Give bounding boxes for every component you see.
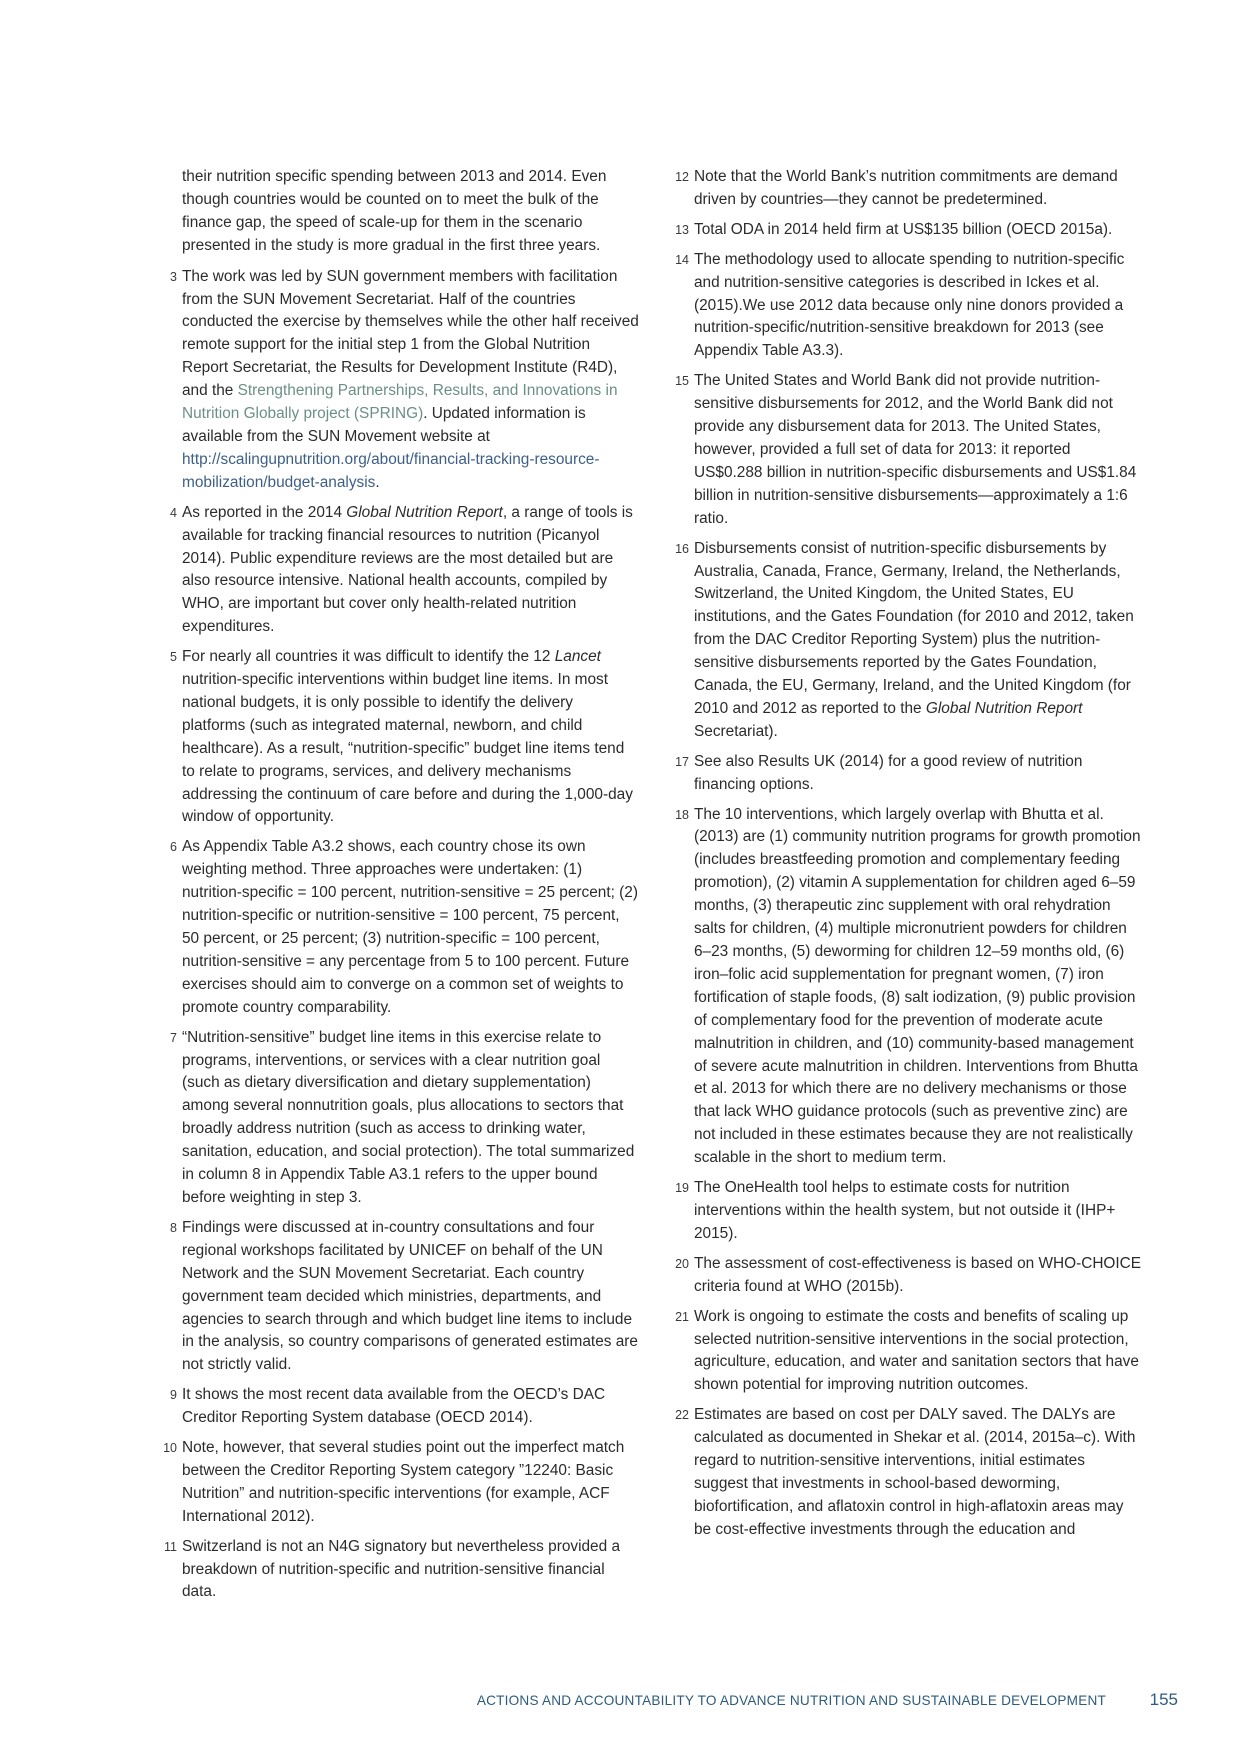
- spring-link[interactable]: Strengthening Partnerships, Results, and Innovations in Nutrition Globally project (SPRING): [182, 382, 618, 423]
- note-number: 9: [170, 1388, 177, 1403]
- note-number: 15: [675, 374, 689, 389]
- note-5: 5 For nearly all countries it was difficult to identify the 12 Lancet nutrition-specific interventions within budget line items. In most national budgets, it is only possible to identify the delivery platforms (such as integrated maternal, newborn, and child healthcare). As a result, “nutrition-specific” budget line items tend to relate to programs, services, and delivery mechanisms addressing the continuum of care before and during the 1,000-day window of opportunity.: [158, 646, 640, 829]
- note-number: 3: [170, 269, 177, 284]
- note-20: 20 The assessment of cost-effectiveness is based on WHO-CHOICE criteria found at WHO (2015b).: [670, 1253, 1142, 1299]
- note-8: 8 Findings were discussed at in-country consultations and four regional workshops facilitated by UNICEF on behalf of the UN Network and the SUN Movement Secretariat. Each country government team decided which ministries, departments, and agencies to search through and which budget line items to include in the analysis, so country comparisons of generated estimates are not strictly valid.: [158, 1217, 640, 1377]
- note-4: 4 As reported in the 2014 Global Nutrition Report, a range of tools is available for tracking financial resources to nutrition (Picanyol 2014). Public expenditure reviews are the most detailed but are also resource intensive. National health accounts, compiled by WHO, are important but cover only health-related nutrition expenditures.: [158, 502, 640, 639]
- running-footer-title: ACTIONS AND ACCOUNTABILITY TO ADVANCE NUTRITION AND SUSTAINABLE DEVELOPMENT: [476, 1693, 1106, 1708]
- note-number: 19: [675, 1181, 689, 1196]
- note-3: 3 The work was led by SUN government members with facilitation from the SUN Movement Secretariat. Half of the countries conducted the exercise by themselves while the other half received remote support for the initial step 1 from the Global Nutrition Report Secretariat, the Results for Development Institute (R4D), and the Strengthening Partnerships, Results, and Innovations in Nutrition Globally project (SPRING). Updated information is available from the SUN Movement website at http://scalingupnutrition.org/about/financial-tracking-resource-mobilization/budget-analysis.: [158, 266, 640, 495]
- note-number: 16: [675, 541, 689, 556]
- note-16: 16 Disbursements consist of nutrition-specific disbursements by Australia, Canada, France, Germany, Ireland, the Netherlands, Switzerland, the United Kingdom, the United States, EU institutions, and the Gates Foundation (for 2010 and 2012, taken from the DAC Creditor Reporting System) plus the nutrition-sensitive disbursements reported by the Gates Foundation, Canada, the EU, Germany, Ireland, and the United Kingdom (for 2010 and 2012 as reported to the Global Nutrition Report Secretariat).: [670, 538, 1142, 744]
- note-17: 17 See also Results UK (2014) for a good review of nutrition financing options.: [670, 751, 1142, 797]
- note-number: 14: [675, 252, 689, 267]
- note-number: 4: [170, 505, 177, 520]
- left-column: [158, 166, 640, 1611]
- note-12: 12 Note that the World Bank’s nutrition commitments are demand driven by countries—they cannot be predetermined.: [670, 166, 1142, 212]
- note-11: 11 Switzerland is not an N4G signatory but nevertheless provided a breakdown of nutrition-specific and nutrition-sensitive financial data.: [158, 1536, 640, 1605]
- note-14: 14 The methodology used to allocate spending to nutrition-specific and nutrition-sensitive categories is described in Ickes et al. (2015).We use 2012 data because only nine donors provided a nutrition-specific/nutrition-sensitive breakdown for 2013 (see Appendix Table A3.3).: [670, 249, 1142, 364]
- note-19: 19 The OneHealth tool helps to estimate costs for nutrition interventions within the health system, but not outside it (IHP+ 2015).: [670, 1177, 1142, 1246]
- note-2-continued: their nutrition specific spending between 2013 and 2014. Even though countries would be counted on to meet the bulk of the finance gap, the speed of scale-up for them in the scenario presented in the study is more gradual in the first three years.: [182, 168, 607, 254]
- note-18: 18 The 10 interventions, which largely overlap with Bhutta et al. (2013) are (1) community nutrition programs for growth promotion (includes breastfeeding promotion and complementary feeding promotion), (2) vitamin A supplementation for children aged 6–59 months, (3) therapeutic zinc supplement with oral rehydration salts for children, (4) multiple micronutrient powders for children 6–23 months, (5) deworming for children 12–59 months old, (6) iron–folic acid supplementation for pregnant women, (7) iron fortification of staple foods, (8) salt iodization, (9) public provision of complementary food for the prevention of moderate acute malnutrition in children, and (10) community-based management of severe acute malnutrition in children. Interventions from Bhutta et al. 2013 for which there are no delivery mechanisms or those that lack WHO guidance protocols (such as preventive zinc) are not included in these estimates because they are not realistically scalable in the short to medium term.: [670, 804, 1142, 1171]
- note-number: 17: [675, 754, 689, 769]
- note-number: 18: [675, 807, 689, 822]
- sun-website-link[interactable]: http://scalingupnutrition.org/about/financial-tracking-resource-mobilization/budget-analysis: [182, 450, 600, 491]
- note-number: 8: [170, 1220, 177, 1235]
- note-number: 20: [675, 1256, 689, 1271]
- right-column: [670, 166, 1142, 1549]
- note-number: 21: [675, 1309, 689, 1324]
- note-number: 10: [163, 1441, 177, 1456]
- note-6: 6 As Appendix Table A3.2 shows, each country chose its own weighting method. Three approaches were undertaken: (1) nutrition-specific = 100 percent, nutrition-sensitive = 25 percent; (2) nutrition-specific or nutrition-sensitive = 100 percent, 75 percent, 50 percent, or 25 percent; (3) nutrition-specific = 100 percent, nutrition-sensitive = any percentage from 5 to 100 percent. Future exercises should aim to converge on a common set of weights to promote country comparability.: [158, 836, 640, 1019]
- note-7: 7 “Nutrition-sensitive” budget line items in this exercise relate to programs, interventions, or services with a clear nutrition goal (such as dietary diversification and dietary supplementation) among several nonnutrition goals, plus allocations to sectors that broadly address nutrition (such as access to drinking water, sanitation, education, and social protection). The total summarized in column 8 in Appendix Table A3.1 refers to the upper bound before weighting in step 3.: [158, 1027, 640, 1210]
- note-9: 9 It shows the most recent data available from the OECD’s DAC Creditor Reporting System database (OECD 2014).: [158, 1384, 640, 1430]
- note-number: 6: [170, 840, 177, 855]
- note-21: 21 Work is ongoing to estimate the costs and benefits of scaling up selected nutrition-sensitive interventions in the social protection, agriculture, education, and water and sanitation sectors that have shown potential for improving nutrition outcomes.: [670, 1306, 1142, 1398]
- note-number: 13: [675, 222, 689, 237]
- note-number: 5: [170, 650, 177, 665]
- note-22: 22 Estimates are based on cost per DALY saved. The DALYs are calculated as documented in Shekar et al. (2014, 2015a–c). With regard to nutrition-sensitive interventions, initial estimates suggest that investments in school-based deworming, biofortification, and aflatoxin control in high-aflatoxin areas may be cost-effective investments through the education and: [670, 1404, 1142, 1541]
- page-footer: [0, 1690, 1240, 1720]
- note-number: 7: [170, 1030, 177, 1045]
- note-number: 12: [675, 170, 689, 184]
- note-number: 11: [164, 1539, 177, 1554]
- note-10: 10 Note, however, that several studies point out the imperfect match between the Creditor Reporting System category ”12240: Basic Nutrition” and nutrition-specific interventions (for example, ACF International 2012).: [158, 1437, 640, 1529]
- note-13: 13 Total ODA in 2014 held firm at US$135 billion (OECD 2015a).: [670, 219, 1142, 242]
- note-15: 15 The United States and World Bank did not provide nutrition-sensitive disbursements for 2012, and the World Bank did not provide any disbursement data for 2013. The United States, however, provided a full set of data for 2013: it reported US$0.288 billion in nutrition-specific disbursements and US$1.84 billion in nutrition-sensitive disbursements—approximately a 1:6 ratio.: [670, 370, 1142, 530]
- page-number: 155: [1149, 1690, 1178, 1709]
- note-number: 22: [675, 1408, 689, 1423]
